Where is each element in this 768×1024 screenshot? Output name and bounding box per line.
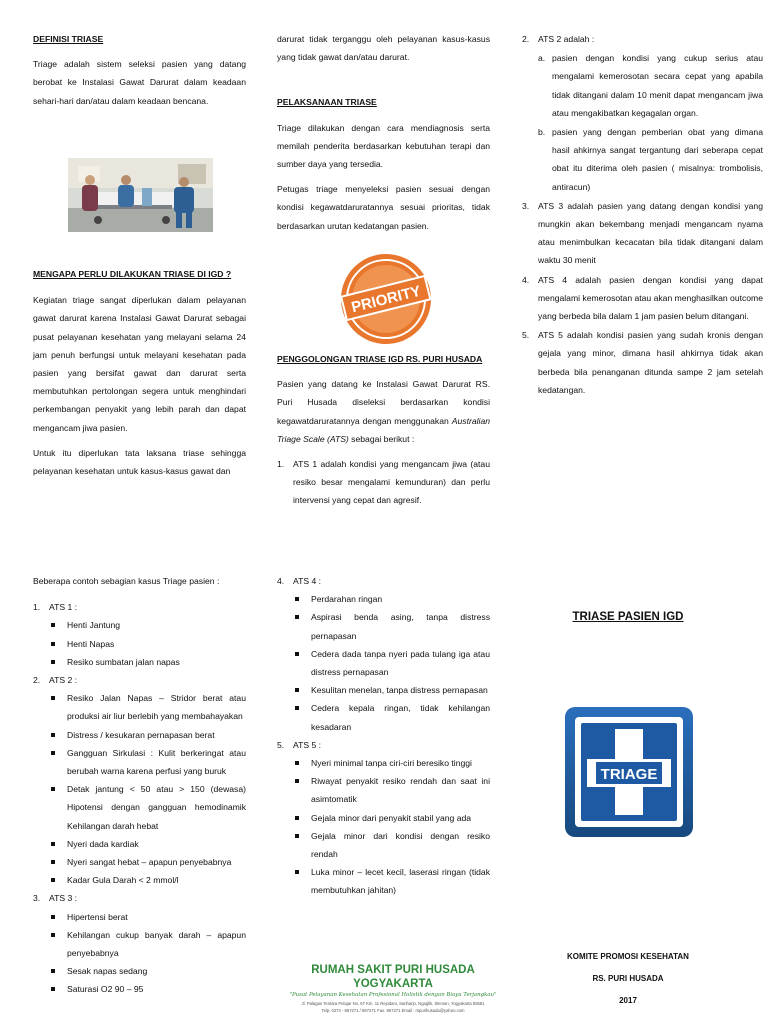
mengapa-continuation: darurat tidak terganggu oleh pelayanan kasus-kasus yang tidak gawat dan/atau darurat. [277, 34, 490, 63]
committee-name: KOMITE PROMOSI KESEHATAN [567, 952, 689, 961]
ats1-bullets [33, 616, 246, 671]
bullet-text: Kadar Gula Darah < 2 mmol/l [67, 875, 179, 886]
list-item [277, 736, 490, 754]
examples-list [33, 598, 246, 998]
list-letter: a. [538, 53, 546, 64]
bullet-text: Aspirasi benda asing, tanpa distress pernapasan [311, 612, 490, 641]
list-number: 2. [33, 675, 41, 686]
bullet-item [277, 827, 490, 863]
bullet-text: Resiko Jalan Napas – Stridor berat atau produksi air liur berlebih yang membahayakan [67, 693, 246, 722]
mengapa-title: MENGAPA PERLU DILAKUKAN TRIASE DI IGD ? [33, 269, 232, 279]
bullet-text: Gangguan Sirkulasi : Kulit berkeringat atau berubah warna karena perfusi yang buruk [67, 747, 246, 777]
panel-examples-2 [277, 572, 490, 900]
ats-definition-list-cont [522, 30, 763, 399]
bullet-item [277, 645, 490, 681]
ats2-definition: ATS 2 adalah : [538, 34, 595, 44]
bullet-text: Riwayat penyakit resiko rendah dan saat ini asimtomatik [311, 776, 490, 805]
bullet-list [33, 908, 246, 999]
bullet-text: Henti Jantung [67, 620, 121, 631]
bullet-text: Kesulitan menelan, tanpa distress pernapasan [311, 685, 488, 696]
bullet-text: Luka minor – lecet kecil, laserasi ringan (tidak membutuhkan jahitan) [311, 867, 490, 896]
bullet-item [277, 863, 490, 899]
bullet-text: Cedera dada tanpa nyeri pada tulang iga atau distress pernapasan [311, 648, 490, 678]
ats4-bullets [277, 590, 490, 736]
list-item [522, 326, 763, 399]
cover-title: TRIASE PASIEN IGD [572, 611, 684, 623]
bullet-text: Gejala minor dari kondisi dengan resiko rendah [311, 830, 490, 860]
bullet-item [277, 754, 490, 772]
examples-list-cont [277, 572, 490, 900]
bullet-item [33, 653, 246, 671]
bullet-item [33, 635, 246, 653]
ats5-heading: ATS 5 : [293, 739, 322, 750]
bullet-text: Detak jantung < 50 atau > 150 (dewasa) Hipotensi dengan gangguan hemodinamik Kehilangan darah hebat [67, 784, 246, 831]
bullet-text: Gejala minor dari penyakit stabil yang ada [311, 812, 472, 823]
list-item [522, 271, 763, 326]
ats2-heading: ATS 2 : [49, 675, 78, 686]
bullet-text: Cedera kepala ringan, tidak kehilangan kesadaran [311, 703, 490, 732]
ats4-heading: ATS 4 : [293, 576, 322, 586]
ats3-definition: ATS 3 adalah pasien yang datang dengan kondisi yang mungkin akan bekembang menjadi mengancam nyama atau menimbulkan kecacatan bila tidak ditangani dalam waktu 30 menit [538, 200, 763, 266]
list-item [522, 197, 763, 270]
examples-intro: Beberapa contoh sebagian kasus Triage pasien : [33, 576, 220, 586]
bullet-item [33, 853, 246, 871]
cover-panel [522, 607, 734, 627]
ats3-bullets [33, 908, 246, 999]
list-number: 4. [522, 274, 530, 285]
pelaksanaan-paragraph-2: Petugas triage menyeleksi pasien sesuai dengan kondisi kegawatdaruratannya sesuai prioritas, tidak berdasarkan urutan kedatangan pasien. [277, 184, 490, 231]
bullet-text: Hipertensi berat [67, 911, 128, 922]
bullet-text: Nyeri dada kardiak [67, 838, 139, 849]
penggolongan-text: Pasien yang datang ke Instalasi Gawat Darurat RS. Puri Husada diseleksi berdasarkan kondisi kegawatdaruratannya dengan menggunakan [277, 379, 490, 426]
pelaksanaan-paragraph-1: Triage dilakukan dengan cara mendiagnosis serta memilah penderita berdasarkan kebutuhan terapi dan sumber daya yang tersedia. [277, 122, 490, 170]
ats1-heading: ATS 1 : [49, 602, 78, 613]
triage-logo-icon [564, 706, 694, 838]
ats-name: Australian Triage Scale (ATS) [277, 415, 491, 444]
bullet-text: Perdarahan ringan [311, 594, 383, 605]
bullet-item [33, 908, 246, 926]
bullet-text: Nyeri sangat hebat – apapun penyebabnya [67, 857, 232, 868]
panel-penggolongan [277, 350, 490, 510]
bullet-item [277, 809, 490, 827]
list-item [33, 598, 246, 616]
list-item [277, 572, 490, 590]
bullet-item [33, 780, 246, 835]
bullet-text: Resiko sumbatan jalan napas [67, 656, 180, 667]
definisi-text: Triage adalah sistem seleksi pasien yang datang berobat ke Instalasi Gawat Darurat dalam keadaan sehari-hari dan/atau dalam keadaan bencana. [33, 59, 246, 106]
ats2b-definition: pasien yang dengan pemberian obat yang dimana hasil ahkirnya sangat tergantung dari seberapa cepat obat itu diterima oleh pasien ( misalnya: trombolisis, antiracun) [552, 127, 763, 192]
list-number: 5. [522, 330, 530, 341]
penggolongan-title: PENGGOLONGAN TRIASE IGD RS. PURI HUSADA [277, 354, 483, 364]
list-item [277, 455, 490, 510]
bullet-list [277, 590, 490, 736]
bullet-item [277, 772, 490, 808]
bullet-item [33, 835, 246, 853]
bullet-text: Saturasi O2 90 – 95 [67, 984, 144, 995]
bullet-text: Sesak napas sedang [67, 966, 148, 977]
list-number: 5. [277, 739, 285, 750]
bullet-item [33, 926, 246, 962]
bullet-item [277, 699, 490, 735]
pelaksanaan-title: PELAKSANAAN TRIASE [277, 97, 377, 108]
triage-logo-label: TRIAGE [600, 766, 658, 783]
ats3-heading: ATS 3 : [49, 893, 78, 904]
panel-pelaksanaan [277, 30, 490, 235]
list-number: 1. [277, 459, 285, 470]
ats2-bullets [33, 689, 246, 889]
bullet-item [33, 980, 246, 998]
hospital-tagline: "Pusat Pelayanan Kesehatan Profesional Holistik dengan Biaya Terjangkau" [289, 992, 497, 998]
panel-examples-1 [33, 572, 246, 999]
hospital-banner [279, 963, 507, 1014]
bullet-list [33, 616, 246, 671]
panel-ats-definitions [522, 30, 763, 399]
bullet-item [277, 608, 490, 644]
bullet-item [33, 871, 246, 889]
bullet-text: Henti Napas [67, 638, 115, 649]
bullet-item [33, 689, 246, 725]
list-item [522, 49, 763, 122]
list-item [33, 671, 246, 689]
mengapa-paragraph-1: Kegiatan triage sangat diperlukan dalam pelayanan gawat darurat karena Instalasi Gawat Darurat sebagai pusat pelayanan kesehatan yang melayani selama 24 jam penuh berfungsi untuk melayani kesehatan pada pasien yang bersifat gawat dan darurat serta membutuhkan pertolongan segera untuk menghindari perkembangan penyakit yang lebih parah dan dapat mengancam jiwa pasien. [33, 295, 246, 433]
priority-stamp [339, 252, 433, 346]
ats-definition-list [277, 455, 490, 510]
ats2a-definition: pasien dengan kondisi yang cukup serius atau mengalami kemerosotan secara cepat yang apabila tidak ditangani dalam 10 menit dapat mengancam jiwa atau mengakibatkan kegagalan organ. [552, 53, 763, 118]
hospital-name: RUMAH SAKIT PURI HUSADA YOGYAKARTA [311, 964, 475, 990]
hospital-short-name: RS. PURI HUSADA [592, 974, 664, 983]
list-letter: b. [538, 127, 546, 138]
panel-definisi [33, 30, 246, 110]
penggolongan-paragraph [277, 375, 490, 448]
panel-mengapa [33, 265, 246, 480]
list-item [522, 30, 763, 48]
ats5-definition: ATS 5 adalah kondisi pasien yang sudah kronis dengan gejala yang minor, dimana hasil ahkirnya tidak akan berbeda bila penanganan ditunda sampe 2 jam setelah kedatangan. [538, 330, 763, 395]
definisi-title: DEFINISI TRIASE [33, 34, 104, 44]
cover-footer [527, 946, 729, 1012]
list-number: 4. [277, 576, 285, 586]
bullet-text: Distress / kesukaran pernapasan berat [67, 729, 215, 740]
bullet-list [277, 754, 490, 900]
ats1-definition: ATS 1 adalah kondisi yang mengancam jiwa (atau resiko besar mengalami kemunduran) dan perlu intervensi yang cepat dan agresif. [293, 459, 490, 506]
penggolongan-text-end: sebagai berikut : [348, 433, 415, 444]
list-number: 3. [33, 893, 41, 904]
bullet-item [33, 726, 246, 744]
cover-year: 2017 [619, 996, 637, 1005]
hospital-contact: Telp. 0274 - 867271 / 867271 Fax. 867271 Email : rspurihusada@yahoo.com [321, 1008, 465, 1013]
list-number: 3. [522, 200, 530, 211]
bullet-item [277, 681, 490, 699]
bullet-text: Nyeri minimal tanpa ciri-ciri beresiko tinggi [311, 758, 472, 769]
bullet-item [33, 744, 246, 780]
mengapa-paragraph-2: Untuk itu diperlukan tata laksana triase sehingga pelayanan kesehatan untuk kasus-kasus gawat dan [33, 447, 246, 477]
list-item [522, 123, 763, 196]
bullet-list [33, 689, 246, 889]
ats5-bullets [277, 754, 490, 900]
hospital-address: Jl. Palagan Tentara Pelajar No. 67 Km. 11 Rejodani, Sariharjo, Ngaglik, Sleman, Yogyakarta 55581 [301, 1001, 485, 1006]
list-number: 1. [33, 602, 41, 613]
ats4-definition: ATS 4 adalah pasien dengan kondisi yang dapat mengalami kemerosotan atau akan menghasilkan outcome yang berbeda bila dalam 1 jam pasien belum ditangani. [538, 274, 763, 322]
list-number: 2. [522, 34, 530, 44]
priority-stamp-label: PRIORITY [349, 282, 423, 317]
emergency-photo [68, 158, 213, 232]
bullet-item [33, 616, 246, 634]
list-item [33, 889, 246, 907]
bullet-item [277, 590, 490, 608]
bullet-text: Kehilangan cukup banyak darah – apapun penyebabnya [67, 929, 246, 959]
bullet-item [33, 962, 246, 980]
